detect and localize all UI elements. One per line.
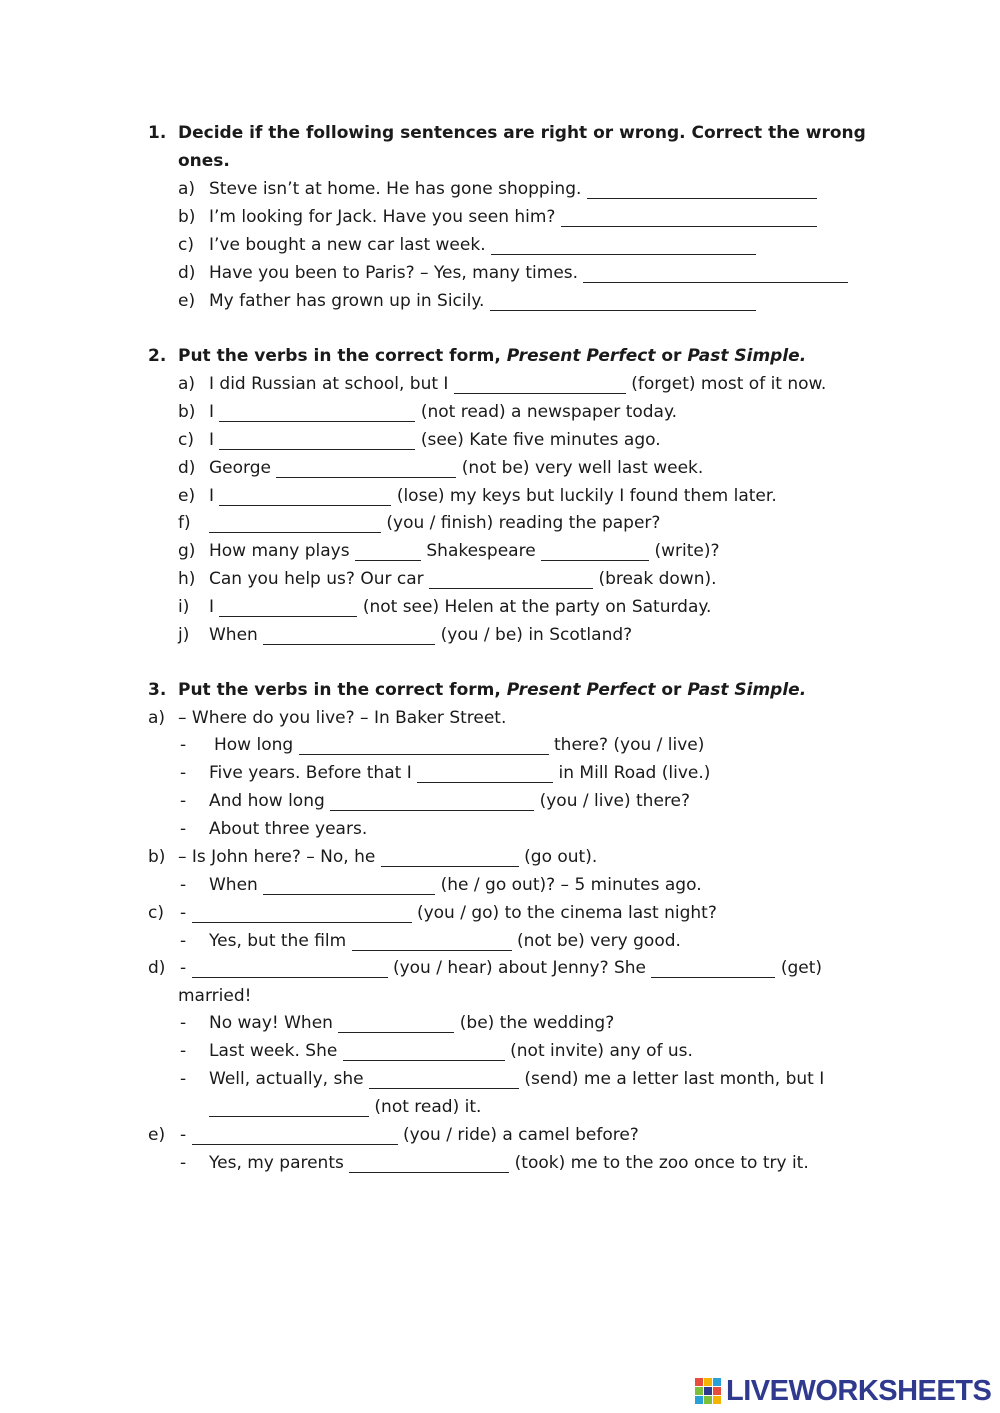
ex2-d: George (not be) very well last week. [209,458,704,478]
dash: - [180,875,187,895]
ex3-d-answer-1[interactable] [192,959,388,978]
ex1-b-answer[interactable] [561,208,817,227]
ex3-d1: No way! When (be) the wedding? [209,1013,615,1033]
ex2-d-label: d) [178,458,196,478]
ex3-d-cont: married! [178,986,252,1006]
ex1-c: I’ve bought a new car last week. [209,234,756,256]
ex2-i-label: i) [178,597,190,617]
ex3-a3-answer[interactable] [330,792,534,811]
dash: - [180,735,187,755]
ex2-e-answer[interactable] [219,487,391,506]
ex2-b: I (not read) a newspaper today. [209,402,678,422]
ex3-c1-answer[interactable] [352,932,512,951]
ex3-d3: Well, actually, she (send) me a letter last month, but I [209,1069,825,1089]
ex3-a1: How long there? (you / live) [214,735,705,755]
ex3-d-answer-2[interactable] [651,959,775,978]
ex2-e-label: e) [178,486,196,506]
ex3-c: - (you / go) to the cinema last night? [180,903,717,923]
ex3-e-answer[interactable] [192,1126,398,1145]
ex3-d2-answer[interactable] [343,1042,505,1061]
ex3-a: – Where do you live? – In Baker Street. [178,708,507,728]
ex3-d-label: d) [148,958,166,978]
ex1-e-label: e) [178,291,196,311]
ex3-d2: Last week. She (not invite) any of us. [209,1041,693,1061]
ex3-a3: And how long (you / live) there? [209,791,690,811]
ex3-c-label: c) [148,903,164,923]
ex3-b-answer[interactable] [381,848,519,867]
ex3-b1: When (he / go out)? – 5 minutes ago. [209,875,702,895]
ex1-number: 1. [148,123,167,143]
ex1-d-answer[interactable] [583,264,848,283]
ex2-f: (you / finish) reading the paper? [209,512,660,534]
ex1-d: Have you been to Paris? – Yes, many times. [209,262,848,284]
ex2-h-label: h) [178,569,196,589]
ex2-c-label: c) [178,430,194,450]
ex1-e-answer[interactable] [490,292,756,311]
ex2-b-answer[interactable] [219,403,415,422]
ex3-d3-answer[interactable] [369,1070,519,1089]
ex3-b-label: b) [148,847,166,867]
ex2-c: I (see) Kate five minutes ago. [209,430,661,450]
ex2-a: I did Russian at school, but I (forget) most of it now. [209,374,827,394]
ex1-b: I’m looking for Jack. Have you seen him? [209,206,817,228]
ex3-number: 3. [148,680,167,700]
ex1-a-answer[interactable] [587,180,817,199]
ex1-e: My father has grown up in Sicily. [209,290,756,312]
ex2-f-label: f) [178,513,191,533]
ex3-e1: Yes, my parents (took) me to the zoo once to try it. [209,1153,809,1173]
ex3-d: - (you / hear) about Jenny? She (get) [180,958,823,978]
dash: - [180,1041,187,1061]
ex2-g: How many plays Shakespeare (write)? [209,541,720,561]
ex2-g-answer-2[interactable] [541,542,649,561]
dash: - [180,931,187,951]
ex3-b1-answer[interactable] [263,876,435,895]
ex2-j: When (you / be) in Scotland? [209,625,633,645]
ex2-f-answer[interactable] [209,514,381,533]
ex3-a1-answer[interactable] [299,736,549,755]
liveworksheets-logo-icon [695,1378,723,1404]
ex3-e1-answer[interactable] [349,1154,509,1173]
ex2-a-label: a) [178,374,196,394]
dash: - [180,819,187,839]
ex3-a4: About three years. [209,819,368,839]
ex3-d3b-answer[interactable] [209,1098,369,1117]
ex1-d-label: d) [178,263,196,283]
ex2-b-label: b) [178,402,196,422]
ex1-a-label: a) [178,179,196,199]
ex3-e-label: e) [148,1125,166,1145]
ex3-c1: Yes, but the film (not be) very good. [209,931,681,951]
ex1-b-label: b) [178,207,196,227]
ex1-c-answer[interactable] [491,236,756,255]
ex2-c-answer[interactable] [219,431,415,450]
dash: - [180,1153,187,1173]
ex1-a: Steve isn’t at home. He has gone shopping. [209,178,817,200]
ex2-h: Can you help us? Our car (break down). [209,569,717,589]
dash: - [180,763,187,783]
liveworksheets-logo-text: LIVEWORKSHEETS [726,1374,992,1407]
ex1-title: Decide if the following sentences are right or wrong. Correct the wrong [178,123,866,143]
ex2-e: I (lose) my keys but luckily I found them later. [209,486,777,506]
ex3-b: – Is John here? – No, he (go out). [178,847,598,867]
ex3-a2: Five years. Before that I in Mill Road (live.) [209,763,711,783]
dash: - [180,1069,187,1089]
ex2-h-answer[interactable] [429,570,593,589]
ex2-i-answer[interactable] [219,598,357,617]
ex2-j-answer[interactable] [263,626,435,645]
ex3-e: - (you / ride) a camel before? [180,1125,639,1145]
ex2-g-label: g) [178,541,196,561]
ex3-d1-answer[interactable] [338,1014,454,1033]
ex2-number: 2. [148,346,167,366]
ex2-g-answer-1[interactable] [355,542,421,561]
ex3-a-label: a) [148,708,166,728]
ex2-j-label: j) [178,625,190,645]
ex3-a2-answer[interactable] [417,764,553,783]
ex3-d3-cont: (not read) it. [209,1096,481,1118]
ex1-c-label: c) [178,235,194,255]
ex1-title-cont: ones. [178,151,230,171]
ex2-i: I (not see) Helen at the party on Saturday. [209,597,712,617]
dash: - [180,791,187,811]
ex2-a-answer[interactable] [454,375,626,394]
ex2-d-answer[interactable] [276,459,456,478]
ex2-title: Put the verbs in the correct form, Present Perfect or Past Simple. [178,346,807,366]
ex3-c-answer[interactable] [192,904,412,923]
ex3-title: Put the verbs in the correct form, Present Perfect or Past Simple. [178,680,807,700]
liveworksheets-logo [695,1376,991,1406]
dash: - [180,1013,187,1033]
